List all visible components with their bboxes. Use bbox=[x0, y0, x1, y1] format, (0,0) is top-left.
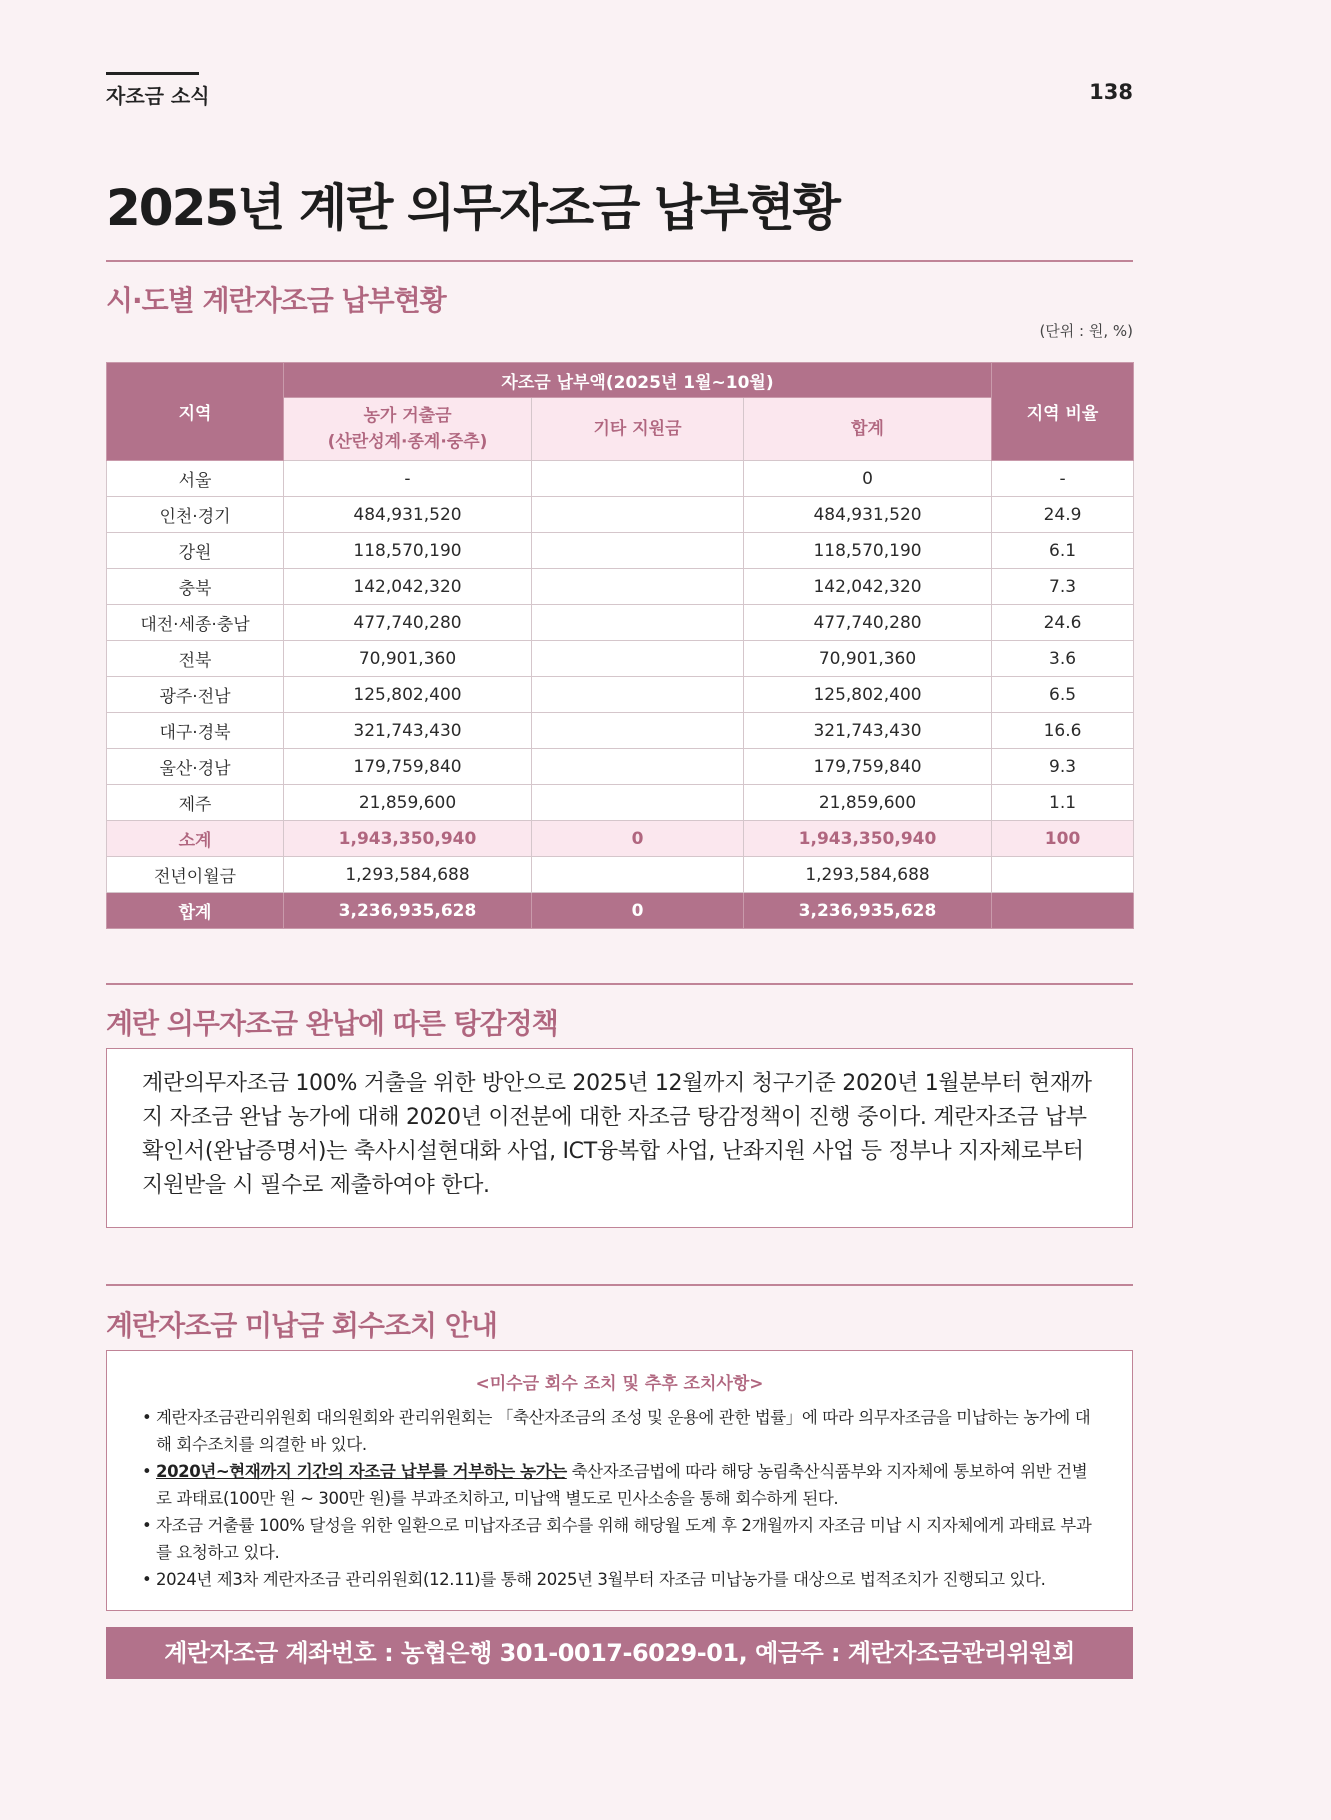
cell-region: 대전·세종·충남 bbox=[107, 605, 284, 641]
cell-sum: 0 bbox=[744, 461, 992, 497]
collection-heading: 계란자조금 미납금 회수조치 안내 bbox=[106, 1309, 497, 1342]
policy-box bbox=[106, 1048, 1133, 1228]
divider bbox=[106, 1284, 1133, 1286]
table-row bbox=[107, 785, 1134, 821]
subtotal-row bbox=[107, 821, 1134, 857]
cell-farm: 21,859,600 bbox=[284, 785, 532, 821]
cell-farm: 477,740,280 bbox=[284, 605, 532, 641]
policy-heading: 계란 의무자조금 완납에 따른 탕감정책 bbox=[106, 1007, 558, 1040]
cell-region: 대구·경북 bbox=[107, 713, 284, 749]
cell-sum: 1,943,350,940 bbox=[744, 821, 992, 857]
cell-region: 합계 bbox=[107, 893, 284, 929]
cell-ratio bbox=[992, 857, 1134, 893]
cell-ratio: - bbox=[992, 461, 1134, 497]
cell-farm: 3,236,935,628 bbox=[284, 893, 532, 929]
cell-other bbox=[532, 569, 744, 605]
cell-other bbox=[532, 713, 744, 749]
policy-text: 계란의무자조금 100% 거출을 위한 방안으로 2025년 12월까지 청구기준 2020년 1월분부터 현재까지 자조금 완납 농가에 대해 2020년 이전분에 대한 자조금 탕감정책이 진행 중이다. 계란자조금 납부확인서(완납증명서)는 축사시설현대화 사업, ICT융복합 사업, 난좌지원 사업 등 정부나 지자체로부터 지원받을 시 필수로 제출하여야 한다. bbox=[142, 1071, 1092, 1198]
unit-note: (단위 : 원, %) bbox=[1039, 322, 1133, 340]
cell-other bbox=[532, 857, 744, 893]
cell-region: 제주 bbox=[107, 785, 284, 821]
cell-ratio: 9.3 bbox=[992, 749, 1134, 785]
cell-other bbox=[532, 605, 744, 641]
list-item bbox=[142, 1458, 1097, 1512]
cell-farm: 321,743,430 bbox=[284, 713, 532, 749]
list-item bbox=[142, 1404, 1097, 1458]
cell-sum: 70,901,360 bbox=[744, 641, 992, 677]
cell-other: 0 bbox=[532, 821, 744, 857]
table-row bbox=[107, 497, 1134, 533]
cell-region: 충북 bbox=[107, 569, 284, 605]
cell-other bbox=[532, 461, 744, 497]
cell-sum: 118,570,190 bbox=[744, 533, 992, 569]
cell-other bbox=[532, 677, 744, 713]
cell-ratio: 100 bbox=[992, 821, 1134, 857]
header-sum: 합계 bbox=[744, 398, 992, 461]
table-row bbox=[107, 713, 1134, 749]
cell-region: 전북 bbox=[107, 641, 284, 677]
cell-ratio: 24.6 bbox=[992, 605, 1134, 641]
payments-table bbox=[106, 362, 1134, 929]
cell-sum: 179,759,840 bbox=[744, 749, 992, 785]
section-tag: 자조금 소식 bbox=[106, 84, 210, 108]
cell-other bbox=[532, 641, 744, 677]
notice-item-text: 계란자조금관리위원회 대의원회와 관리위원회는 「축산자조금의 조성 및 운용에 관한 법률」에 따라 의무자조금을 미납하는 농가에 대해 회수조치를 의결한 바 있다. bbox=[156, 1408, 1091, 1454]
cell-sum: 1,293,584,688 bbox=[744, 857, 992, 893]
cell-ratio: 6.1 bbox=[992, 533, 1134, 569]
notice-title: <미수금 회수 조치 및 추후 조치사항> bbox=[475, 1374, 764, 1394]
table-row bbox=[107, 641, 1134, 677]
cell-ratio: 7.3 bbox=[992, 569, 1134, 605]
table-row bbox=[107, 677, 1134, 713]
header-region: 지역 bbox=[107, 363, 284, 461]
total-row bbox=[107, 893, 1134, 929]
cell-ratio: 1.1 bbox=[992, 785, 1134, 821]
header-farm-line2: (산란성계·종계·중추) bbox=[327, 432, 488, 452]
notice-box bbox=[106, 1350, 1133, 1611]
table-header-row bbox=[107, 363, 1134, 398]
cell-other bbox=[532, 533, 744, 569]
table-row bbox=[107, 749, 1134, 785]
cell-farm: - bbox=[284, 461, 532, 497]
notice-item-text: 축산자조금법에 따라 해당 농림축산식품부와 지자체에 통보하여 위반 건별로 과태료(100만 원 ~ 300만 원)를 부과조치하고, 미납액 별도로 민사소송을 통해 회수하게 된다. bbox=[156, 1462, 1088, 1508]
cell-region: 전년이월금 bbox=[107, 857, 284, 893]
cell-region: 서울 bbox=[107, 461, 284, 497]
header-farm-line1: 농가 거출금 bbox=[363, 406, 452, 426]
cell-farm: 70,901,360 bbox=[284, 641, 532, 677]
cell-farm: 125,802,400 bbox=[284, 677, 532, 713]
header-farm bbox=[284, 398, 532, 461]
carryover-row bbox=[107, 857, 1134, 893]
cell-sum: 477,740,280 bbox=[744, 605, 992, 641]
notice-list bbox=[107, 1404, 1132, 1609]
header-ratio: 지역 비율 bbox=[992, 363, 1134, 461]
regional-heading: 시·도별 계란자조금 납부현황 bbox=[106, 284, 446, 317]
cell-ratio: 3.6 bbox=[992, 641, 1134, 677]
cell-region: 강원 bbox=[107, 533, 284, 569]
cell-other bbox=[532, 785, 744, 821]
cell-farm: 1,943,350,940 bbox=[284, 821, 532, 857]
cell-farm: 484,931,520 bbox=[284, 497, 532, 533]
cell-other bbox=[532, 497, 744, 533]
cell-farm: 118,570,190 bbox=[284, 533, 532, 569]
account-bar: 계란자조금 계좌번호 : 농협은행 301-0017-6029-01, 예금주 : 계란자조금관리위원회 bbox=[106, 1627, 1133, 1679]
cell-other: 0 bbox=[532, 893, 744, 929]
notice-highlight: 2020년~현재까지 기간의 자조금 납부를 거부하는 농가는 bbox=[156, 1462, 567, 1481]
header-other: 기타 지원금 bbox=[532, 398, 744, 461]
cell-farm: 1,293,584,688 bbox=[284, 857, 532, 893]
cell-farm: 142,042,320 bbox=[284, 569, 532, 605]
cell-sum: 321,743,430 bbox=[744, 713, 992, 749]
cell-region: 소계 bbox=[107, 821, 284, 857]
cell-ratio: 6.5 bbox=[992, 677, 1134, 713]
cell-sum: 3,236,935,628 bbox=[744, 893, 992, 929]
cell-region: 인천·경기 bbox=[107, 497, 284, 533]
table-row bbox=[107, 461, 1134, 497]
divider bbox=[106, 983, 1133, 985]
cell-sum: 125,802,400 bbox=[744, 677, 992, 713]
table-row bbox=[107, 605, 1134, 641]
notice-item-text: 자조금 거출률 100% 달성을 위한 일환으로 미납자조금 회수를 위해 해당월 도계 후 2개월까지 자조금 미납 시 지자체에게 과태료 부과를 요청하고 있다. bbox=[156, 1516, 1092, 1562]
divider bbox=[106, 260, 1133, 262]
cell-ratio: 24.9 bbox=[992, 497, 1134, 533]
cell-ratio: 16.6 bbox=[992, 713, 1134, 749]
notice-item-text: 2024년 제3차 계란자조금 관리위원회(12.11)를 통해 2025년 3월부터 자조금 미납농가를 대상으로 법적조치가 진행되고 있다. bbox=[156, 1570, 1046, 1589]
cell-region: 울산·경남 bbox=[107, 749, 284, 785]
cell-ratio bbox=[992, 893, 1134, 929]
cell-sum: 21,859,600 bbox=[744, 785, 992, 821]
page-title: 2025년 계란 의무자조금 납부현황 bbox=[106, 179, 839, 237]
cell-sum: 142,042,320 bbox=[744, 569, 992, 605]
list-item bbox=[142, 1512, 1097, 1566]
page-number: 138 bbox=[1089, 80, 1133, 104]
table-row bbox=[107, 569, 1134, 605]
header-group: 자조금 납부액(2025년 1월~10월) bbox=[284, 363, 992, 398]
cell-region: 광주·전남 bbox=[107, 677, 284, 713]
list-item bbox=[142, 1566, 1097, 1593]
cell-farm: 179,759,840 bbox=[284, 749, 532, 785]
cell-sum: 484,931,520 bbox=[744, 497, 992, 533]
table-row bbox=[107, 533, 1134, 569]
header-rule bbox=[106, 72, 199, 75]
cell-other bbox=[532, 749, 744, 785]
